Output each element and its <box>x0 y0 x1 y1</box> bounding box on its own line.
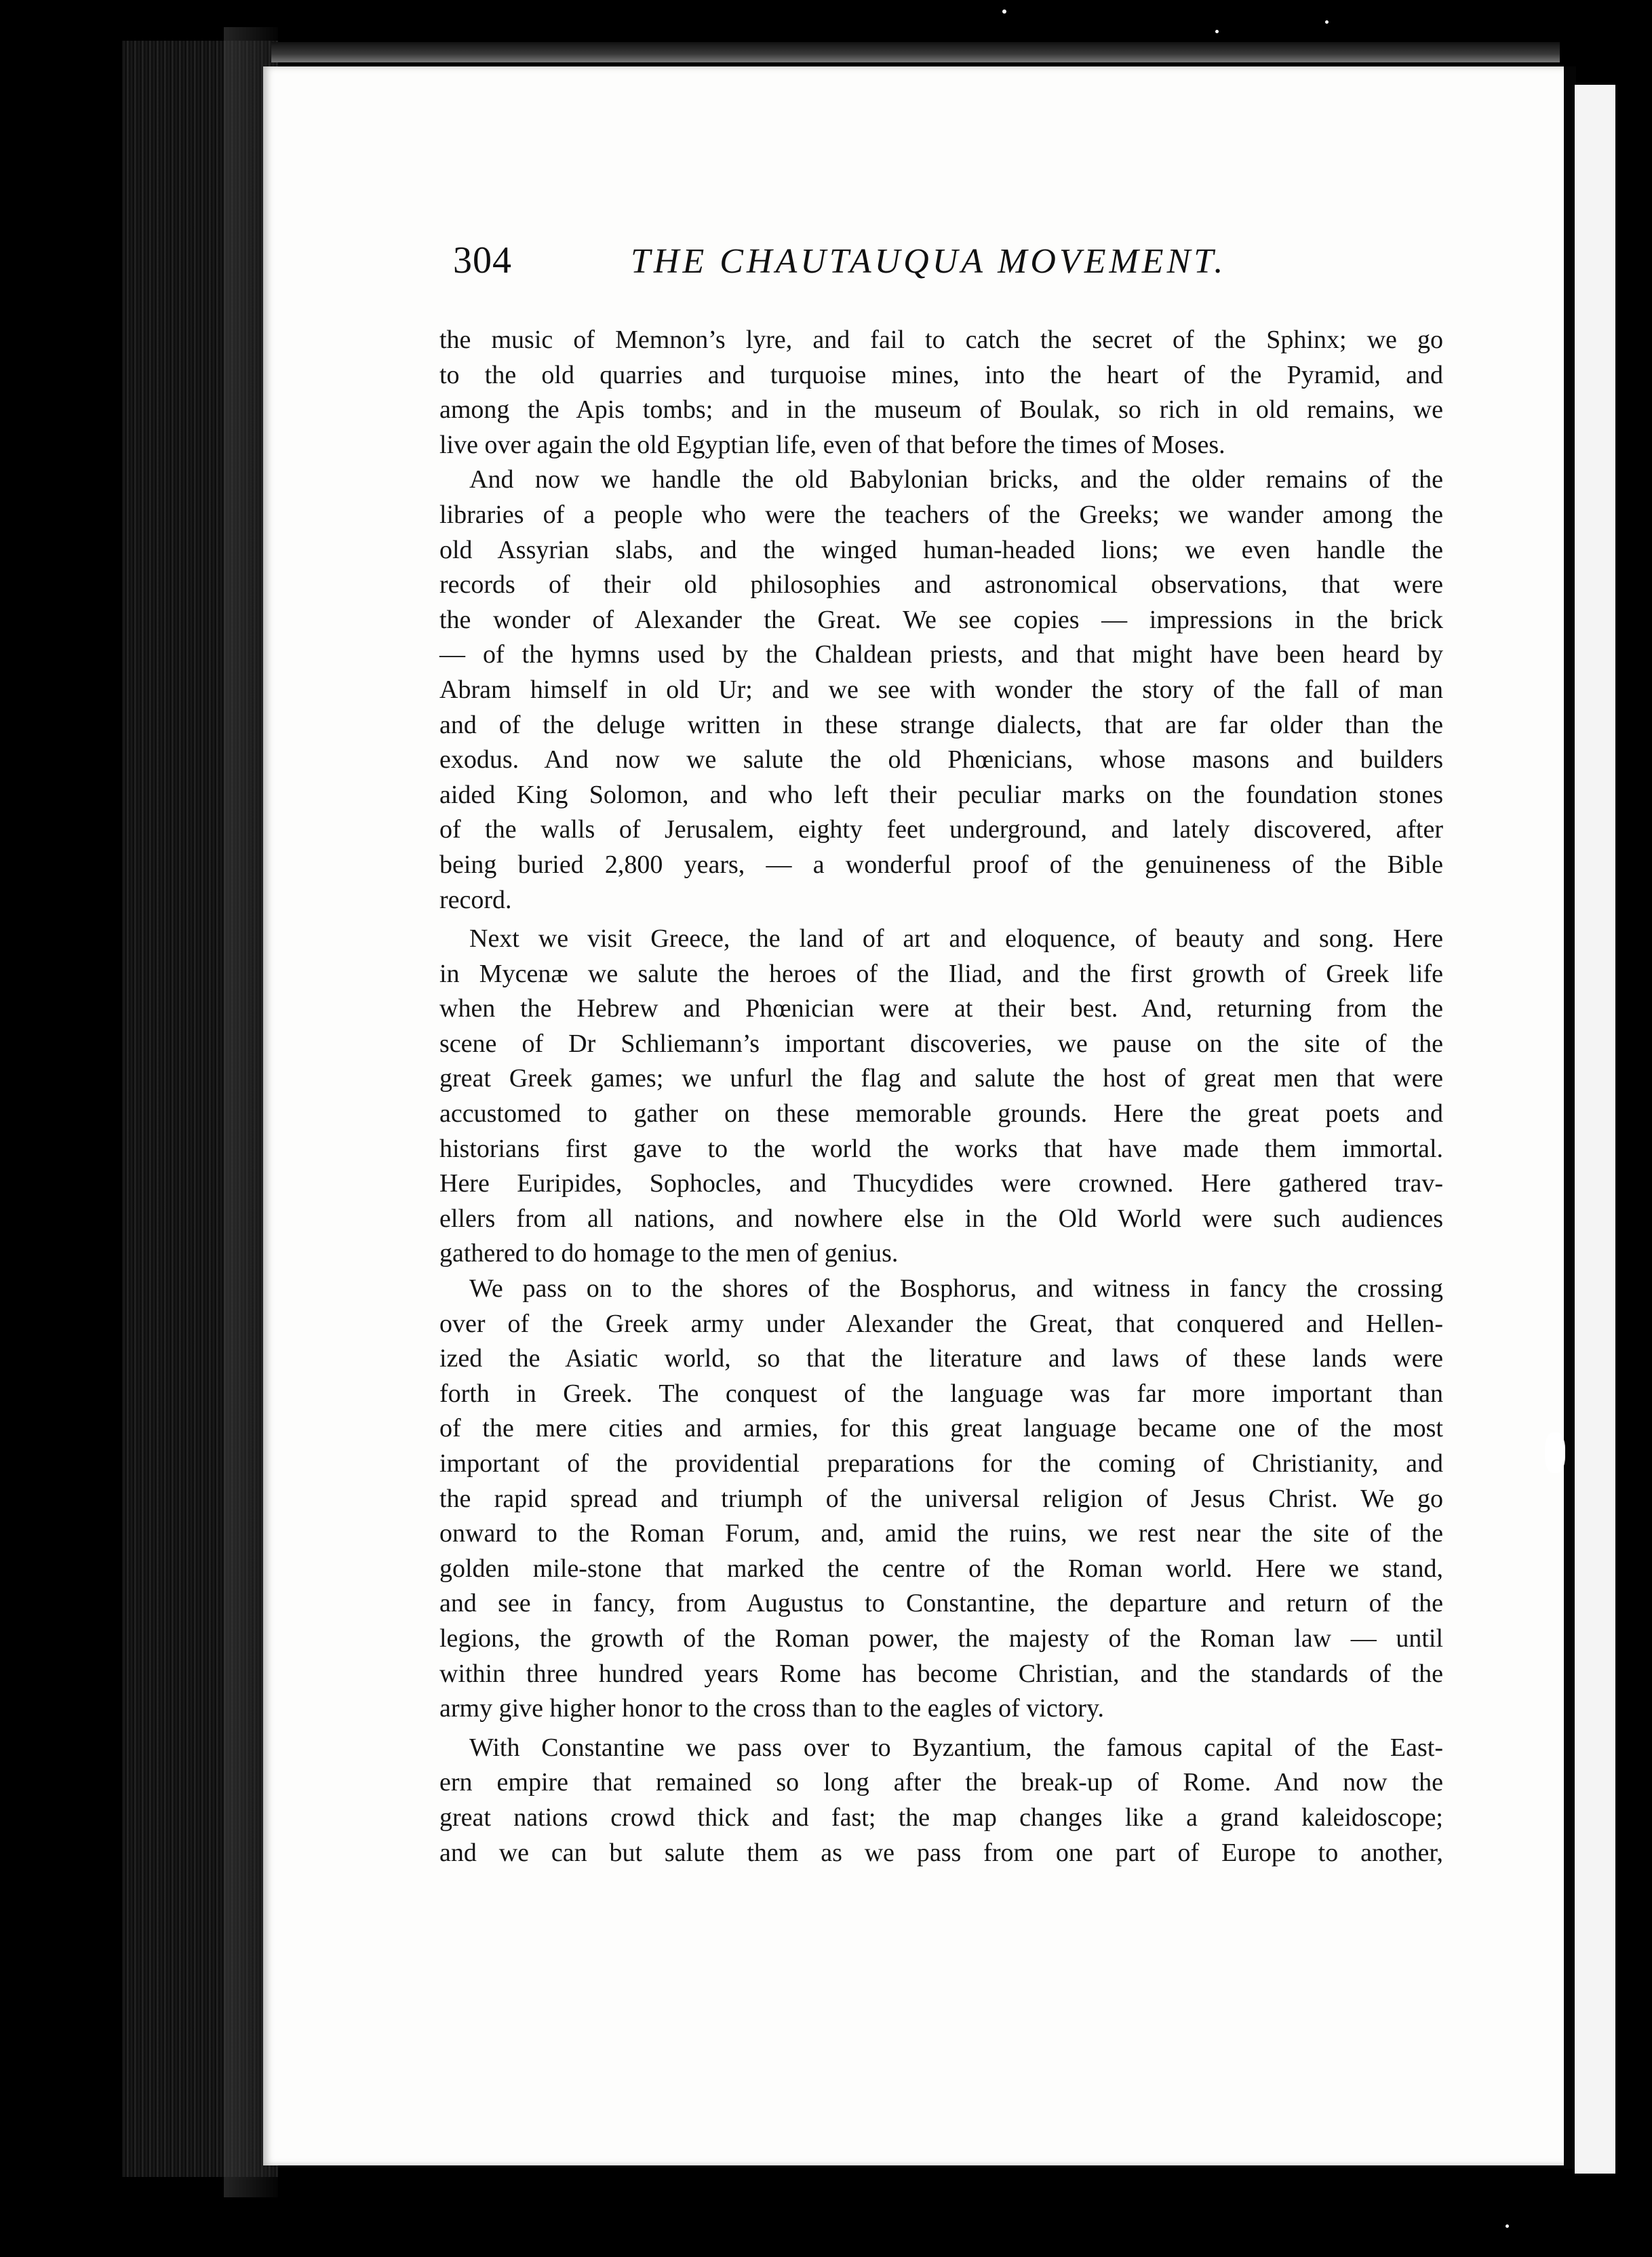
scan-speck <box>1325 20 1329 24</box>
text-line: the rapid spread and triumph of the universal religion of Jesus Christ. We go <box>439 1484 1443 1513</box>
text-line: great Greek games; we unfurl the flag and salute the host of great men that were <box>439 1064 1443 1093</box>
scan-speck <box>1215 30 1219 33</box>
text-line: important of the providential preparations for the coming of Christianity, and <box>439 1449 1443 1478</box>
text-line: golden mile-stone that marked the centre of the Roman world. Here we stand, <box>439 1554 1443 1583</box>
scan-speck <box>1002 9 1006 14</box>
text-line: great nations crowd thick and fast; the map changes like a grand kaleidoscope; <box>439 1803 1443 1832</box>
text-line: over of the Greek army under Alexander the Great, that conquered and Hellen- <box>439 1309 1443 1338</box>
text-line: to the old quarries and turquoise mines, into the heart of the Pyramid, and <box>439 360 1443 389</box>
text-line: of the walls of Jerusalem, eighty feet underground, and lately discovered, after <box>439 815 1443 844</box>
text-line: ern empire that remained so long after the break-up of Rome. And now the <box>439 1768 1443 1797</box>
text-line: libraries of a people who were the teachers of the Greeks; we wander among the <box>439 500 1443 529</box>
page-number: 304 <box>453 239 512 281</box>
text-line: and we can but salute them as we pass from one part of Europe to another, <box>439 1838 1443 1867</box>
text-line: legions, the growth of the Roman power, the majesty of the Roman law — until <box>439 1624 1443 1653</box>
text-line: aided King Solomon, and who left their peculiar marks on the foundation stones <box>439 780 1443 809</box>
text-line: historians first gave to the world the works that have made them immortal. <box>439 1134 1443 1163</box>
text-line: exodus. And now we salute the old Phœnicians, whose masons and builders <box>439 745 1443 774</box>
page-header <box>453 239 1301 293</box>
text-line: ized the Asiatic world, so that the literature and laws of these lands were <box>439 1344 1443 1373</box>
facing-page-edge <box>1575 85 1615 2174</box>
text-line: being buried 2,800 years, — a wonderful proof of the genuineness of the Bible <box>439 850 1443 879</box>
text-line: the music of Memnon’s lyre, and fail to catch the secret of the Sphinx; we go <box>439 326 1443 354</box>
text-line: record. <box>439 885 512 914</box>
text-line: accustomed to gather on these memorable grounds. Here the great poets and <box>439 1099 1443 1128</box>
text-line: — of the hymns used by the Chaldean priests, and that might have been heard by <box>439 640 1443 669</box>
text-line: and see in fancy, from Augustus to Constantine, the departure and return of the <box>439 1589 1443 1618</box>
text-line: when the Hebrew and Phœnician were at their best. And, returning from the <box>439 994 1443 1023</box>
top-edge-strip <box>271 42 1560 62</box>
text-line: and of the deluge written in these strange dialects, that are far older than the <box>439 710 1443 739</box>
text-line: forth in Greek. The conquest of the language was far more important than <box>439 1379 1443 1408</box>
text-line: of the mere cities and armies, for this great language became one of the most <box>439 1414 1443 1443</box>
text-line: Here Euripides, Sophocles, and Thucydides were crowned. Here gathered trav- <box>439 1169 1443 1198</box>
text-line: old Assyrian slabs, and the winged human-headed lions; we even handle the <box>439 535 1443 564</box>
text-line: the wonder of Alexander the Great. We see copies — impressions in the brick <box>439 605 1443 634</box>
scan-speck <box>1545 1432 1565 1473</box>
text-line: army give higher honor to the cross than to the eagles of victory. <box>439 1694 1104 1723</box>
text-line: We pass on to the shores of the Bosphorus, and witness in fancy the crossing <box>469 1274 1443 1303</box>
text-line: Abram himself in old Ur; and we see with wonder the story of the fall of man <box>439 675 1443 704</box>
text-line: in Mycenæ we salute the heroes of the Iliad, and the first growth of Greek life <box>439 959 1443 988</box>
text-line: records of their old philosophies and astronomical observations, that were <box>439 570 1443 600</box>
text-line: And now we handle the old Babylonian bricks, and the older remains of the <box>469 465 1443 494</box>
body-text <box>439 323 1443 1870</box>
text-line: With Constantine we pass over to Byzantium, the famous capital of the East- <box>469 1733 1443 1762</box>
text-line: within three hundred years Rome has become Christian, and the standards of the <box>439 1659 1443 1688</box>
text-line: Next we visit Greece, the land of art and eloquence, of beauty and song. Here <box>469 924 1443 954</box>
text-line: gathered to do homage to the men of genius. <box>439 1239 899 1268</box>
text-line: among the Apis tombs; and in the museum of Boulak, so rich in old remains, we <box>439 395 1443 425</box>
text-line: scene of Dr Schliemann’s important discoveries, we pause on the site of the <box>439 1029 1443 1058</box>
text-line: ellers from all nations, and nowhere else in the Old World were such audiences <box>439 1204 1443 1233</box>
running-head: THE CHAUTAUQUA MOVEMENT. <box>631 242 1227 281</box>
text-line: live over again the old Egyptian life, even of that before the times of Moses. <box>439 430 1225 459</box>
text-line: onward to the Roman Forum, and, amid the ruins, we rest near the site of the <box>439 1519 1443 1548</box>
scan-speck <box>1506 2224 1509 2228</box>
